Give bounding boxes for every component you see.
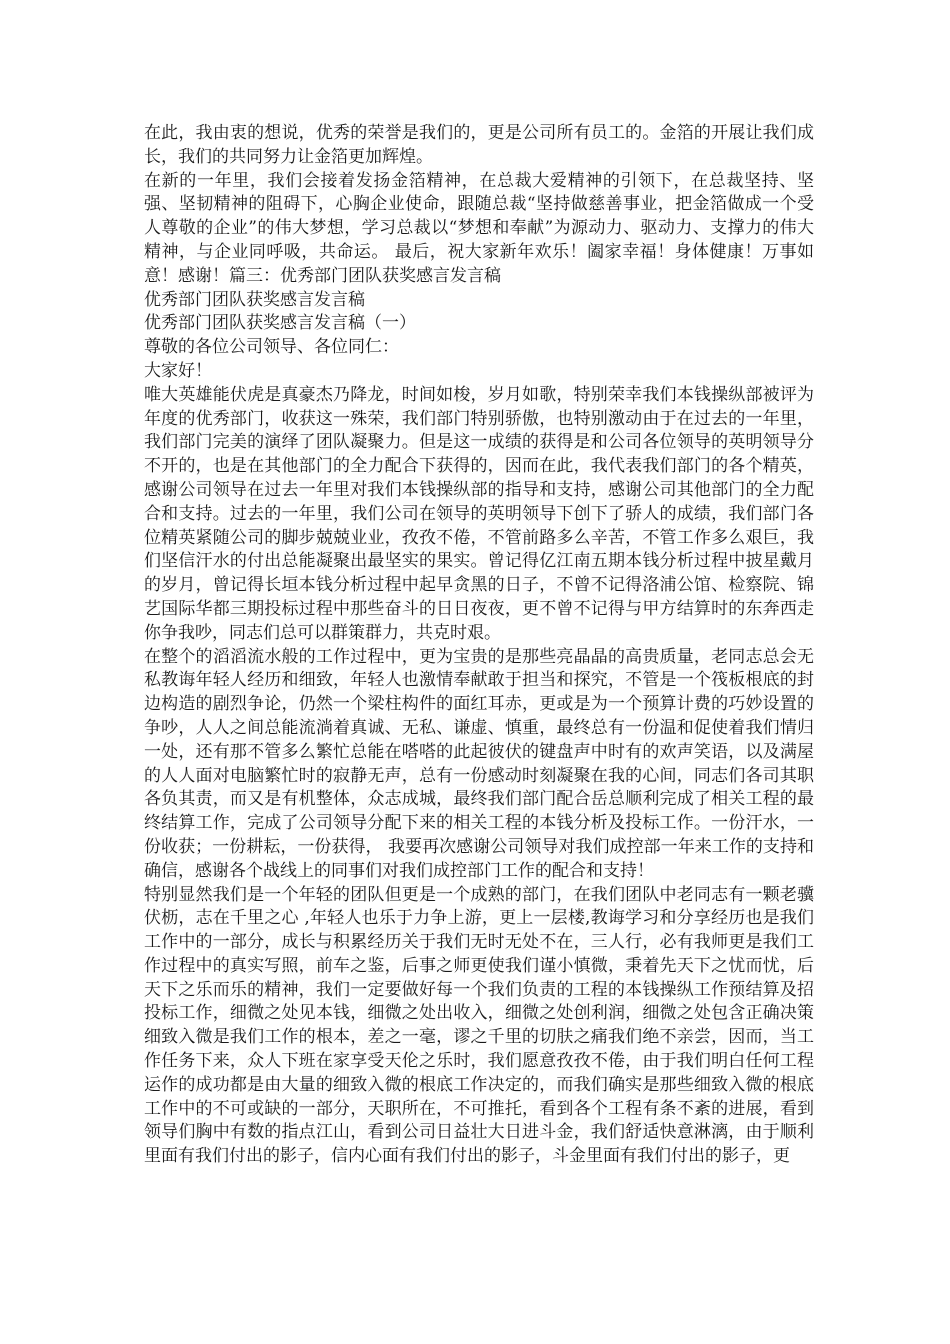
salutation: 尊敬的各位公司领导、各位同仁： xyxy=(144,337,399,358)
section-title: 优秀部门团队获奖感言发言稿 xyxy=(144,289,365,310)
paragraph-honor-conclusion: 在此，我由衷的想说，优秀的荣誉是我们的，更是公司所有员工的。金箔的开展让我们成长，我们的共同努力让金箔更加辉煌。 xyxy=(144,123,814,167)
paragraph-new-year-wishes: 在新的一年里，我们会接着发扬金箔精神，在总裁大爱精神的引领下，在总裁坚持、坚强、坚韧精神的阻碍下，心胸企业使命，跟随总裁“坚持做慈善事业，把金箔做成一个受人尊敬的企业”的伟大梦想，学习总裁以“梦想和奉献”为源动力、驱动力、支撑力的伟大精神，与企业同呼吸，共命运。 最后，祝大家新年欢乐！阖家幸福！身体健康！万事如意！感谢！篇三：优秀部门团队获奖感言发言稿 xyxy=(144,170,814,286)
paragraph-young-team: 特别显然我们是一个年轻的团队但更是一个成熟的部门，在我们团队中老同志有一颗老骥伏枥，志在千里之心 ,年轻人也乐于力争上游，更上一层楼,教诲学习和分享经历也是我们工作中的一部分，成长与积累经历关于我们无时无处不在，三人行，必有我师更是我们工作过程中的真实写照，前车之鉴，后事之师更使我们谨小慎微，秉着先天下之忧而忧，后天下之乐而乐的精神，我们一定要做好每一个我们负责的工程的本钱操纵工作预结算及招投标工作，细微之处见本钱，细微之处出收入，细微之处创利润，细微之处包含正确决策细致入微是我们工作的根本，差之一毫，谬之千里的切肤之痛我们绝不亲尝，因而，当工作任务下来，众人下班在家享受天伦之乐时，我们愿意孜孜不倦，由于我们明白任何工程运作的成功都是由大量的细致入微的根底工作决定的，而我们确实是那些细致入微的根底工作中的不可或缺的一部分，天职所在，不可推托，看到各个工程有条不紊的进展，看到领导们胸中有数的指点江山，看到公司日益壮大日进斗金，我们舒适快意淋漓，由于顺利里面有我们付出的影子，信内心面有我们付出的影子，斗金里面有我们付出的影子，更 xyxy=(144,884,814,1167)
paragraph-work-process: 在整个的滔滔流水般的工作过程中，更为宝贵的是那些亮晶晶的高贵质量，老同志总会无私教诲年轻人经历和细致，年轻人也激情奉献敢于担当和探究，不管是一个筏板根底的封边构造的剧烈争论，仍然一个梁柱构件的面红耳赤，更或是为一个预算计费的巧妙设置的争吵，人人之间总能流淌着真诚、无私、谦虚、慎重，最终总有一份温和促使着我们情归一处，还有那不管多么繁忙总能在嗒嗒的此起彼伏的键盘声中时有的欢声笑语，以及满屋的人人面对电脑繁忙时的寂静无声，总有一份感动时刻凝聚在我的心间，同志们各司其职各负其责，而又是有机整体，众志成城，最终我们部门配合岳总顺利完成了相关工程的最终结算工作，完成了公司领导分配下来的相关工程的本钱分析及投标工作。一份汗水，一份收获；一份耕耘，一份获得， 我要再次感谢公司领导对我们成控部一年来工作的支持和确信，感谢各个战线上的同事们对我们成控部门工作的配合和支持！ xyxy=(144,646,814,881)
document-body xyxy=(144,122,814,1169)
greeting: 大家好！ xyxy=(144,360,212,381)
section-subtitle: 优秀部门团队获奖感言发言稿（一） xyxy=(144,313,416,334)
paragraph-department-honor: 唯大英雄能伏虎是真豪杰乃降龙，时间如梭，岁月如歌，特别荣幸我们本钱操纵部被评为年度的优秀部门，收获这一殊荣，我们部门特别骄傲，也特别激动由于在过去的一年里，我们部门完美的演绎了团队凝聚力。但是这一成绩的获得是和公司各位领导的英明领导分不开的，也是在其他部门的全力配合下获得的，因而在此，我代表我们部门的各个精英，感谢公司领导在过去一年里对我们本钱操纵部的指导和支持，感谢公司其他部门的全力配合和支持。过去的一年里，我们公司在领导的英明领导下创下了骄人的成绩，我们部门各位精英紧随公司的脚步兢兢业业，孜孜不倦，不管前路多么辛苦，不管工作多么艰巨，我们坚信汗水的付出总能凝聚出最坚实的果实。曾记得亿江南五期本钱分析过程中披星戴月的岁月，曾记得长垣本钱分析过程中起早贪黑的日子，不曾不记得洛浦公馆、检察院、锦艺国际华都三期投标过程中那些奋斗的日日夜夜，更不曾不记得与甲方结算时的东奔西走你争我吵，同志们总可以群策群力，共克时艰。 xyxy=(144,384,814,643)
